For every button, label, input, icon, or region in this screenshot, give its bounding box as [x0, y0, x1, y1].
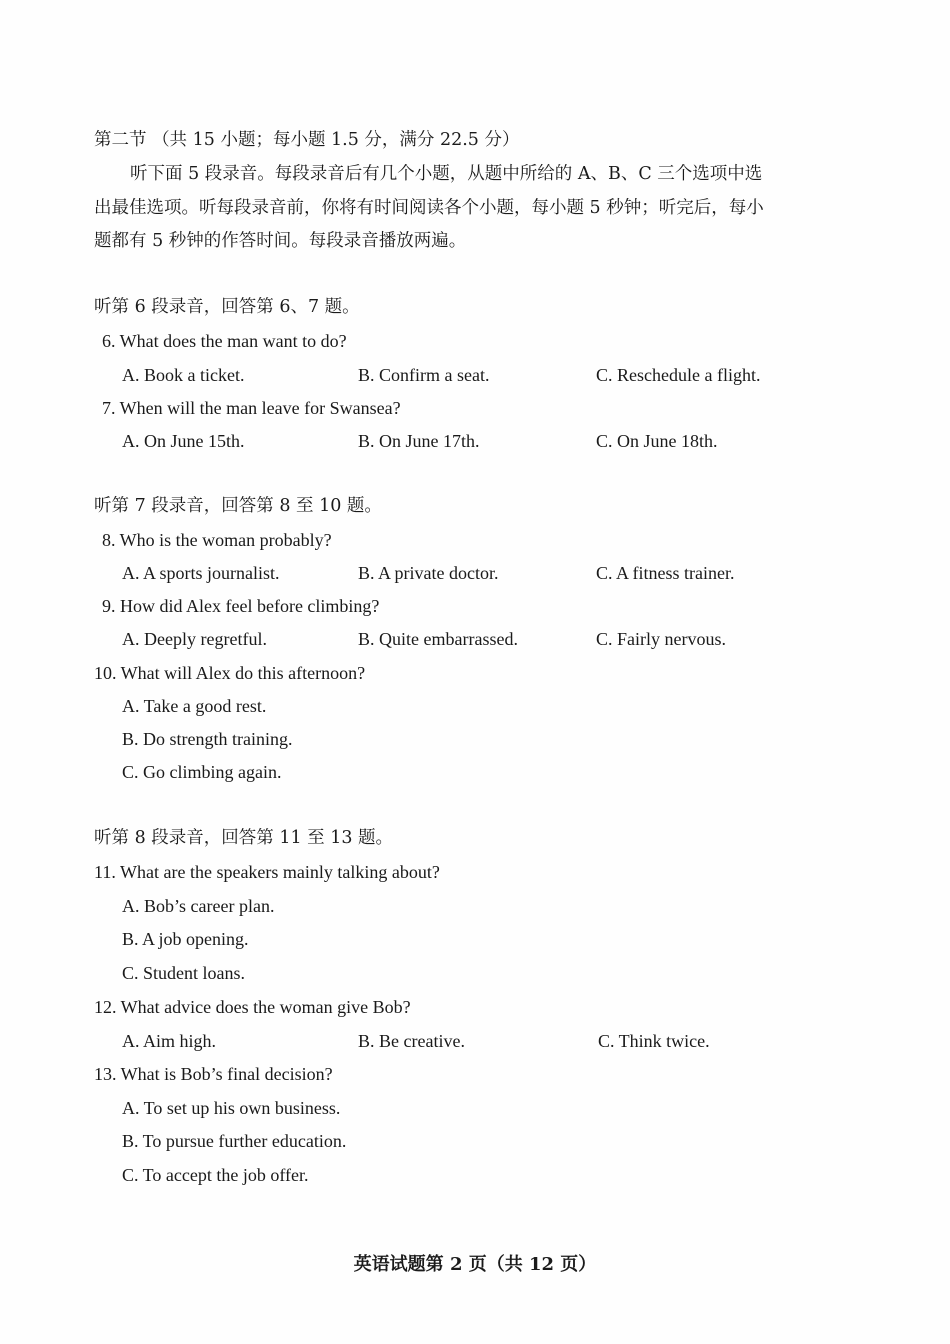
option-6b: B. Confirm a seat.: [358, 365, 490, 385]
option-9a: A. Deeply regretful.: [122, 629, 267, 649]
option-12c: C. Think twice.: [598, 1031, 710, 1051]
question-stem-13: 13. What is Bob’s final decision?: [94, 1064, 333, 1084]
option-8a: A. A sports journalist.: [122, 563, 280, 583]
instruction-line-1: 听下面 5 段录音。每段录音后有几个小题，从题中所给的 A、B、C 三个选项中选: [130, 164, 763, 184]
option-11a: A. Bob’s career plan.: [122, 896, 275, 916]
option-11b: B. A job opening.: [122, 929, 249, 949]
option-12b: B. Be creative.: [358, 1031, 465, 1051]
question-stem-6: 6. What does the man want to do?: [102, 331, 347, 351]
question-stem-9: 9. How did Alex feel before climbing?: [102, 596, 380, 616]
question-stem-8: 8. Who is the woman probably?: [102, 530, 332, 550]
question-stem-11: 11. What are the speakers mainly talking about?: [94, 862, 440, 882]
option-7a: A. On June 15th.: [122, 431, 245, 451]
option-12a: A. Aim high.: [122, 1031, 217, 1051]
option-6c: C. Reschedule a flight.: [596, 365, 761, 385]
instruction-line-3: 题都有 5 秒钟的作答时间。每段录音播放两遍。: [94, 231, 467, 251]
option-8b: B. A private doctor.: [358, 563, 499, 583]
option-10a: A. Take a good rest.: [122, 696, 267, 716]
question-stem-7: 7. When will the man leave for Swansea?: [102, 398, 401, 418]
group-header-8: 听第 8 段录音，回答第 11 至 13 题。: [94, 828, 394, 848]
instruction-line-2: 出最佳选项。听每段录音前，你将有时间阅读各个小题，每小题 5 秒钟；听完后，每小: [94, 198, 764, 218]
option-7b: B. On June 17th.: [358, 431, 480, 451]
option-9c: C. Fairly nervous.: [596, 629, 726, 649]
page-footer: 英语试题第 2 页（共 12 页）: [353, 1254, 597, 1275]
option-7c: C. On June 18th.: [596, 431, 718, 451]
group-header-6: 听第 6 段录音，回答第 6、7 题。: [94, 297, 360, 317]
option-13a: A. To set up his own business.: [122, 1098, 341, 1118]
section-title: 第二节 （共 15 小题；每小题 1.5 分，满分 22.5 分）: [94, 130, 520, 150]
option-10b: B. Do strength training.: [122, 729, 293, 749]
option-8c: C. A fitness trainer.: [596, 563, 735, 583]
group-header-7: 听第 7 段录音，回答第 8 至 10 题。: [94, 496, 382, 516]
option-11c: C. Student loans.: [122, 963, 246, 983]
option-9b: B. Quite embarrassed.: [358, 629, 518, 649]
option-10c: C. Go climbing again.: [122, 762, 282, 782]
question-stem-10: 10. What will Alex do this afternoon?: [94, 663, 366, 683]
option-13c: C. To accept the job offer.: [122, 1165, 309, 1185]
option-13b: B. To pursue further education.: [122, 1131, 347, 1151]
option-6a: A. Book a ticket.: [122, 365, 245, 385]
question-stem-12: 12. What advice does the woman give Bob?: [94, 997, 411, 1017]
